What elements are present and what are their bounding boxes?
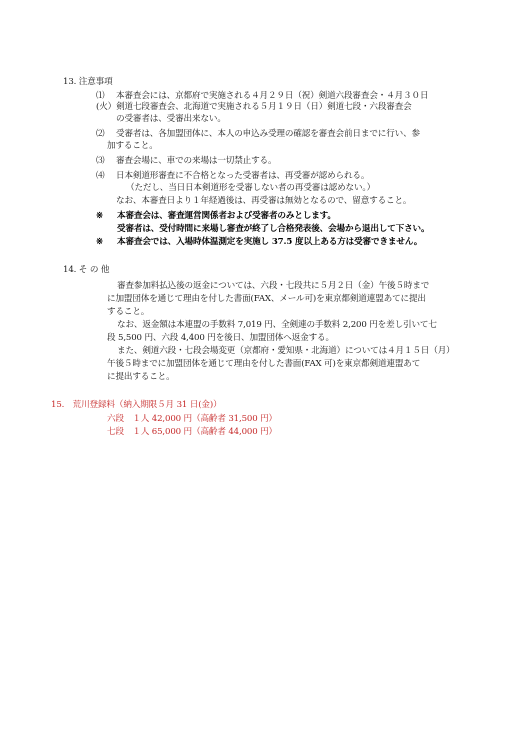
para-1-line-2: に加盟団体を通じて理由を付した書面(FAX、メール可)を東京都剣道連盟あてに提出 (107, 294, 426, 304)
item-2-line-2: 加すること。 (107, 141, 158, 151)
item-4-line-1: 日本剣道形審査に不合格となった受審者は、再受審が認められる。 (116, 171, 370, 181)
note-2-mark: ※ (96, 237, 104, 247)
note-1-mark: ※ (96, 211, 104, 221)
item-1-line-1: 本審査会には、京都府で実施される４月２９日（祝）剣道六段審査会・４月３０日 (116, 91, 429, 101)
note-1-line-2: 受審者は、受付時間に来場し審査が終了し合格発表後、会場から退出して下さい。 (117, 224, 430, 234)
item-3-line-1: 審査会場に、車での来場は一切禁止する。 (116, 156, 277, 166)
para-3-line-2: 午後５時までに加盟団体を通じて理由を付した書面(FAX 可)を東京都剣道連盟あて (107, 359, 421, 369)
note-2-line-1: 本審査会では、入場時体温測定を実施し 37.5 度以上ある方は受審できません。 (117, 237, 423, 247)
item-1-line-3: の受審者は、受審出来ない。 (116, 114, 226, 124)
para-1-line-3: すること。 (107, 307, 150, 317)
item-3-number: ⑶ (96, 156, 105, 166)
item-2-line-1: 受審者は、各加盟団体に、本人の申込み受理の確認を審査会前日までに行い、参 (116, 129, 420, 139)
fee-row-7dan: 七段 １人 65,000 円（高齢者 44,000 円） (107, 427, 277, 437)
item-4-number: ⑷ (96, 171, 105, 181)
item-2-number: ⑵ (96, 129, 105, 139)
item-1-number: ⑴ (96, 91, 105, 101)
para-1-line-1: 審査参加料払込後の返金については、六段・七段共に５月２日（金）午後５時まで (117, 281, 430, 291)
note-1-line-1: 本審査会は、審査運営関係者および受審者のみとします。 (117, 211, 336, 221)
para-3-line-1: また、剣道六段・七段会場変更（京都府・愛知県・北海道）については４月１５日（月） (117, 346, 455, 356)
item-1-line-2: (火）剣道七段審査会、北海道で実施される５月１９日（日）剣道七段・六段審査会 (96, 102, 412, 112)
para-2-line-2: 段 5,500 円、六段 4,400 円を後日、加盟団体へ返金する。 (107, 333, 334, 343)
section-14-heading: 14. そ の 他 (63, 265, 110, 275)
para-2-line-1: なお、返金額は本連盟の手数料 7,019 円、全剣連の手数料 2,200 円を差し引いて七 (117, 320, 437, 330)
para-3-line-3: に提出すること。 (107, 372, 175, 382)
section-15-heading: 15. 荒川登録料（納入期限５月 31 日(金)） (51, 400, 222, 410)
item-4-line-2: （ただし、当日日本剣道形を受審しない者の再受審は認めない。） (126, 183, 376, 193)
section-13-heading: 13. 注意事項 (63, 77, 113, 87)
fee-row-6dan: 六段 １人 42,000 円（高齢者 31,500 円） (107, 414, 277, 424)
item-4-line-3: なお、本審査日より１年経過後は、再受審は無効となるので、留意すること。 (116, 196, 412, 206)
